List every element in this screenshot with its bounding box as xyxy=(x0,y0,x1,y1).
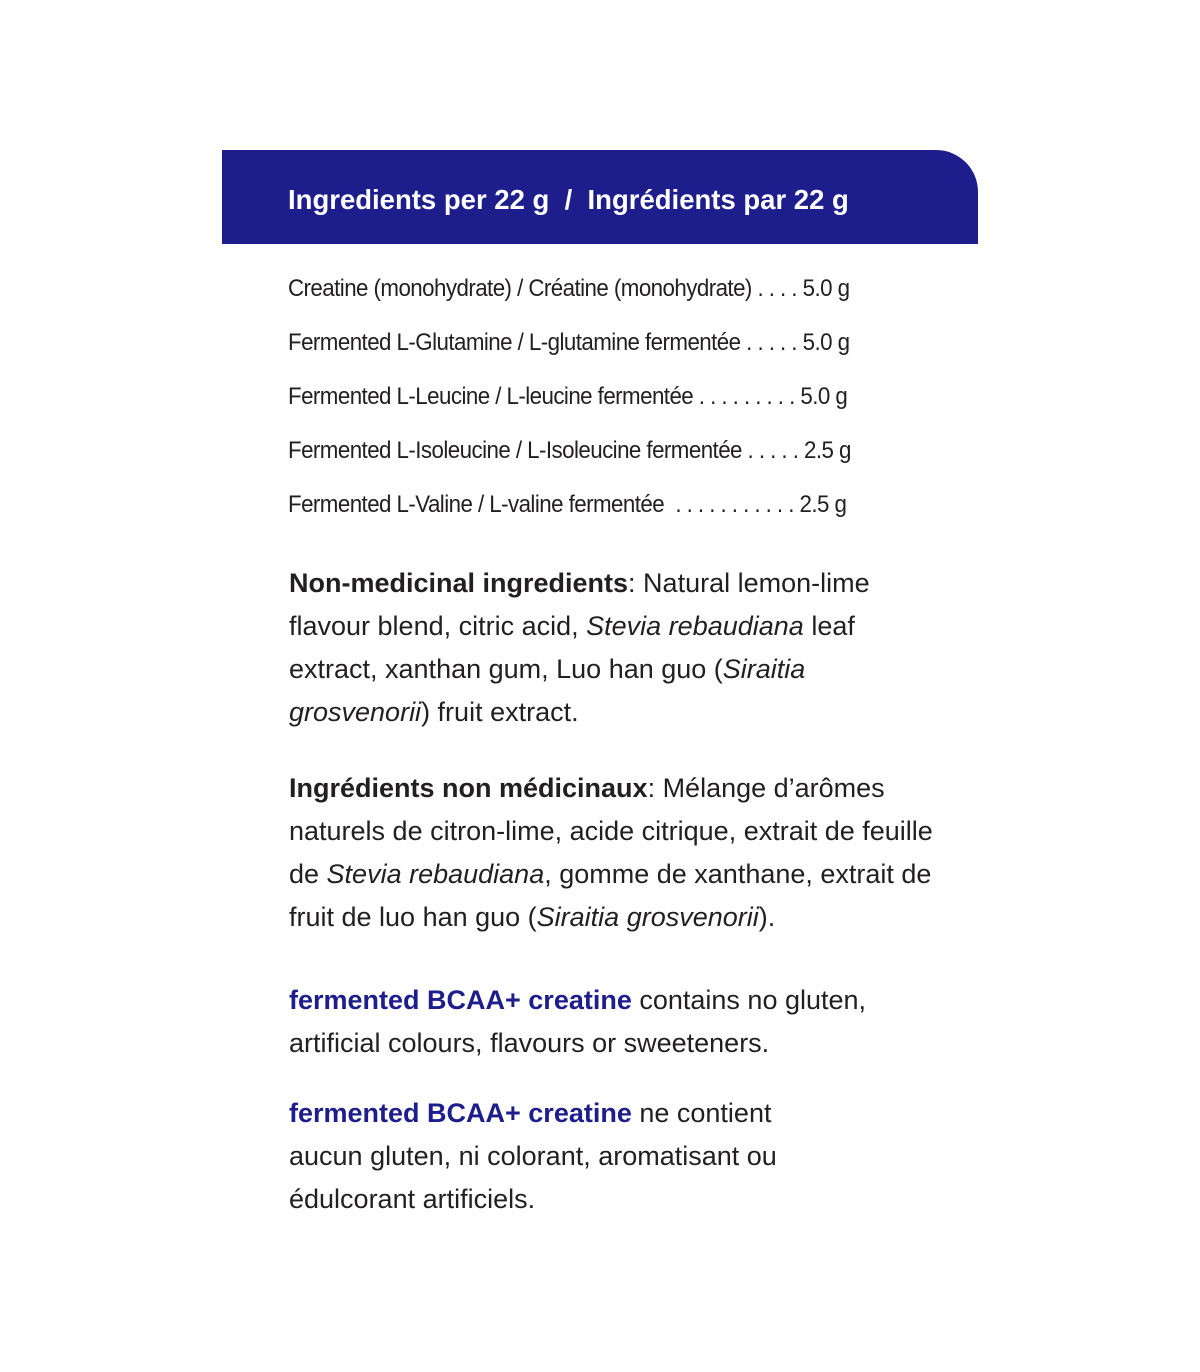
ingredient-row xyxy=(288,370,906,424)
ingredient-leader-dots: . . . . . xyxy=(740,329,803,356)
non-medicinal-species: Stevia rebaudiana xyxy=(586,611,804,641)
free-from-text-fr: ne contient aucun gluten, ni colorant, aromatisant ou édulcorant artificiels. xyxy=(289,1098,777,1214)
ingredient-name: Fermented L-Valine / L-valine fermentée xyxy=(288,491,665,518)
non-medicinal-text: leaf extract, xanthan gum, Luo han guo ( xyxy=(289,611,855,684)
non-medicinal-text: : Natural lemon-lime flavour blend, citric acid, xyxy=(289,568,870,641)
ingredient-name: Creatine (monohydrate) / Créatine (monohydrate) xyxy=(288,275,752,302)
ingredient-row xyxy=(288,262,906,316)
non-medicinal-text-fr: , gomme de xanthane, extrait de fruit de luo han guo ( xyxy=(289,859,932,932)
non-medicinal-label: Non-medicinal ingredients xyxy=(289,568,629,598)
ingredient-amount: 5.0 g xyxy=(800,383,848,410)
non-medicinal-species-fr: Stevia rebaudiana xyxy=(326,859,545,889)
free-from-statement-fr xyxy=(289,1092,849,1221)
free-from-statement-en xyxy=(289,979,949,1065)
non-medicinal-species: Siraitia grosvenorii xyxy=(289,654,806,727)
ingredient-amount: 2.5 g xyxy=(803,437,851,464)
ingredients-header xyxy=(222,150,978,244)
non-medicinal-text-fr: ). xyxy=(758,902,776,932)
product-name-fr: fermented BCAA+ creatine xyxy=(289,1098,632,1128)
free-from-text: contains no gluten, artificial colours, flavours or sweeteners. xyxy=(289,985,867,1058)
product-name: fermented BCAA+ creatine xyxy=(289,985,632,1015)
ingredient-leader-dots: . . . . . . . . . . . xyxy=(664,491,800,518)
non-medicinal-ingredients-en xyxy=(289,562,949,734)
ingredient-leader-dots: . . . . xyxy=(751,275,803,302)
ingredient-name: Fermented L-Leucine / L-leucine fermentée xyxy=(288,383,694,410)
header-title: Ingredients per 22 g / Ingrédients par 22 g xyxy=(288,184,849,215)
ingredient-amount: 5.0 g xyxy=(802,275,850,302)
ingredient-leader-dots: . . . . . . . . . xyxy=(693,383,801,410)
ingredient-row xyxy=(288,424,906,478)
non-medicinal-label-fr: Ingrédients non médicinaux xyxy=(289,773,648,803)
non-medicinal-ingredients-fr xyxy=(289,767,949,939)
ingredient-amount: 5.0 g xyxy=(802,329,850,356)
ingredient-leader-dots: . . . . . xyxy=(741,437,804,464)
non-medicinal-species-fr: Siraitia grosvenorii xyxy=(536,902,759,932)
ingredient-row xyxy=(288,316,906,370)
ingredient-list xyxy=(288,262,908,532)
non-medicinal-text-fr: : Mélange d’arômes naturels de citron-lime, acide citrique, extrait de feuille de xyxy=(289,773,933,889)
ingredient-name: Fermented L-Isoleucine / L-Isoleucine fermentée xyxy=(288,437,742,464)
ingredient-name: Fermented L-Glutamine / L-glutamine fermentée xyxy=(288,329,741,356)
ingredient-amount: 2.5 g xyxy=(799,491,847,518)
ingredient-row xyxy=(288,478,906,532)
non-medicinal-text: ) fruit extract. xyxy=(421,697,579,727)
